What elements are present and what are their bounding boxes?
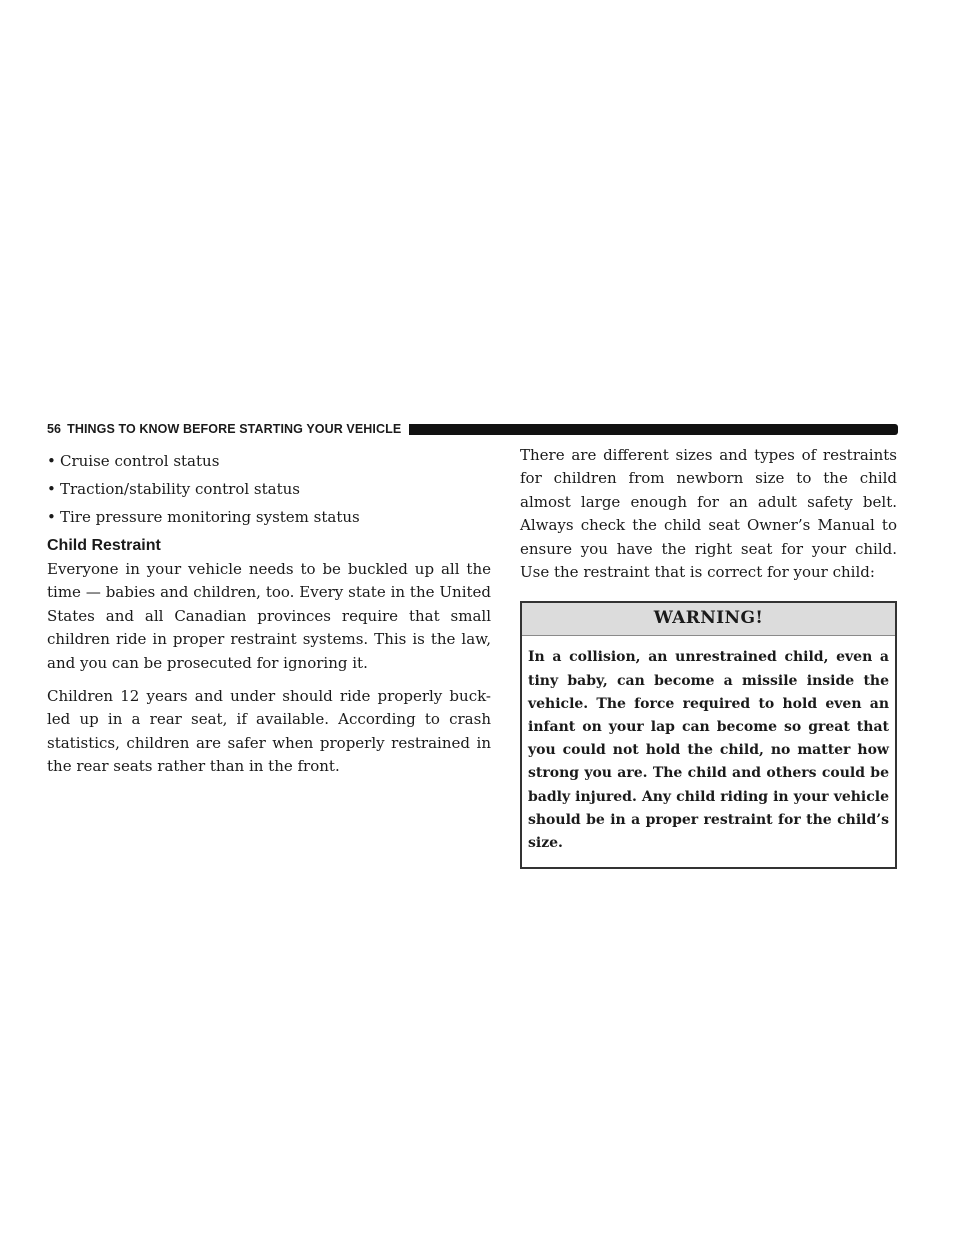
bullet-icon: • <box>47 452 56 470</box>
left-column <box>47 450 491 789</box>
bullet-icon: • <box>47 480 56 498</box>
right-column <box>520 444 897 869</box>
bullet-text: Tire pressure monitoring system status <box>60 508 360 526</box>
body-paragraph: Everyone in your vehicle needs to be buckled up all the time — babies and children, too. Every state in the United States and all Canadian provinces require that small children ride in proper restraint systems. This is the law, and you can be prosecuted for ignoring it. <box>47 560 491 672</box>
warning-box <box>520 601 897 869</box>
warning-text: In a collision, an unrestrained child, even a tiny baby, can become a missile inside the vehicle. The force required to hold even an infant on your lap can become so great that you could not hold the child, no matter how strong you are. The child and others could be badly injured. Any child riding in your vehicle should be in a proper restraint for the child’s size. <box>528 649 889 852</box>
page-number: 56 <box>47 422 62 436</box>
list-item <box>47 506 491 528</box>
body-paragraph: Children 12 years and under should ride properly buck- led up in a rear seat, if available. According to crash statistics, children are safer when properly restrained in the rear seats rather than in the front. <box>47 687 491 776</box>
running-header <box>47 419 898 439</box>
list-item <box>47 450 491 472</box>
section-heading: Child Restraint <box>47 537 161 554</box>
bullet-text: Cruise control status <box>60 452 220 470</box>
status-bullet-list <box>47 450 491 528</box>
body-paragraph: There are different sizes and types of restraints for children from newborn size to the child almost large enough for an adult safety belt. Always check the child seat Owner’s Manual to ensure you have the right seat for your child. Use the restraint that is correct for your child: <box>520 446 897 582</box>
section-title: THINGS TO KNOW BEFORE STARTING YOUR VEHICLE <box>67 422 402 436</box>
header-bar <box>409 424 898 435</box>
warning-title: WARNING! <box>522 603 895 636</box>
list-item <box>47 478 491 500</box>
bullet-icon: • <box>47 508 56 526</box>
bullet-text: Traction/stability control status <box>60 480 300 498</box>
